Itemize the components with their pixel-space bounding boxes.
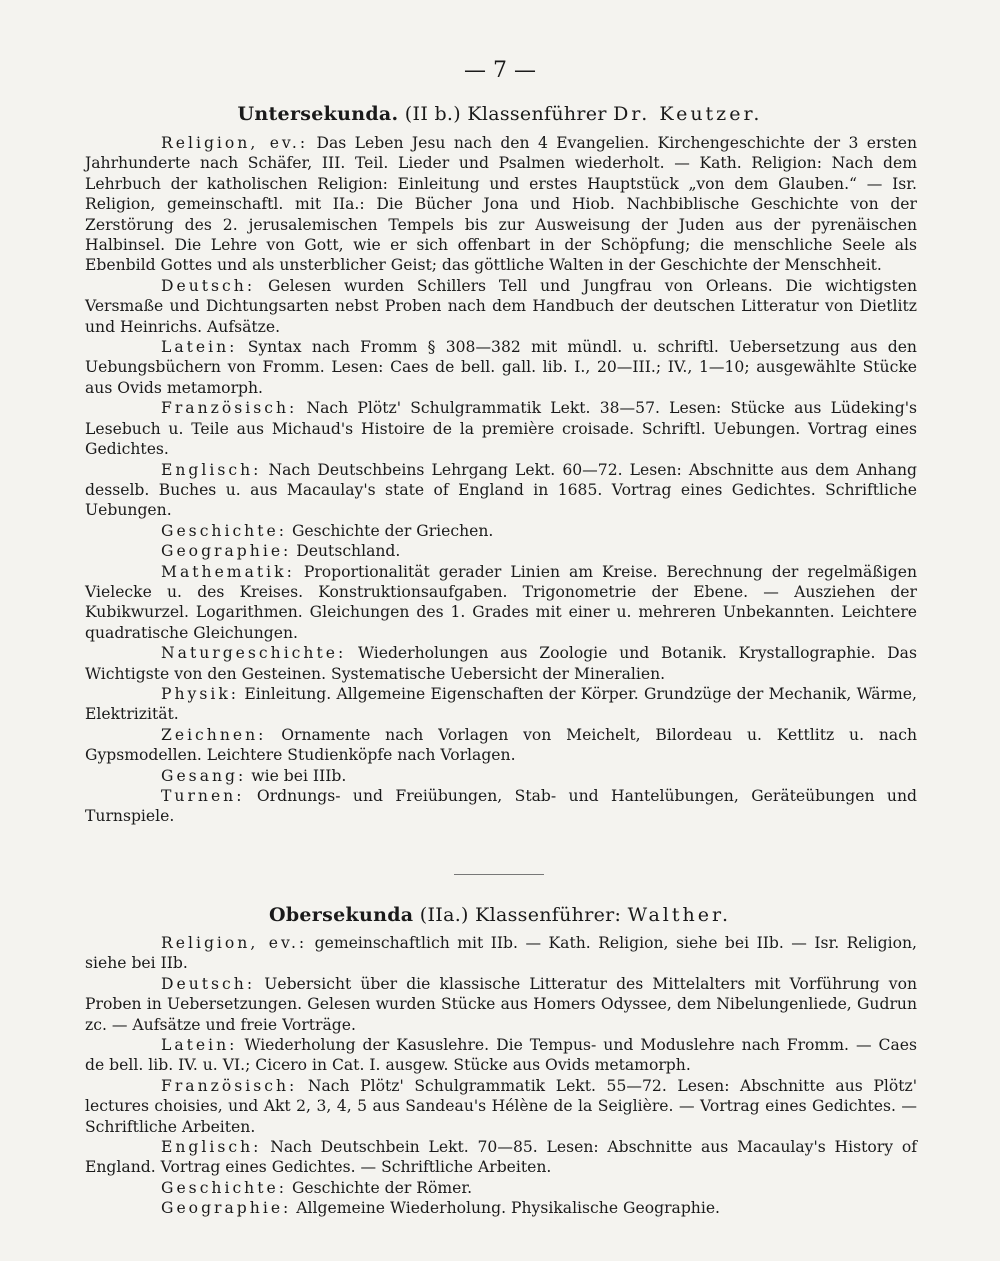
subject-paragraph — [85, 1178, 917, 1198]
subject-paragraph — [85, 786, 917, 827]
page-number: — 7 — — [464, 58, 536, 83]
section-divider — [454, 874, 544, 877]
subject-text: gemeinschaftlich mit IIb. — Kath. Religion, siehe bei IIb. — Isr. Religion, siehe bei IIb. — [85, 934, 917, 973]
subject-label: Geschichte: — [161, 521, 287, 540]
subject-text: Das Leben Jesu nach den 4 Evangelien. Kirchengeschichte der 3 ersten Jahrhunderte nach Schäfer, III. Teil. Lieder und Psalmen wiederholt. — Kath. Religion: Nach dem Lehrbuch der katholischen Religion: Einleitung und erstes Hauptstück „von dem Glauben.“ — Isr. Religion, gemeinschaftl. mit IIa.: Die Bücher Jona und Hiob. Nachbiblische Geschichte von der Zerstörung des 2. jerusalemischen Tempels bis zur Ausweisung der Juden aus der pyrenäischen Halbinsel. Die Lehre von Gott, wie er sich offenbart in der Schöpfung; die menschliche Seele als Ebenbild Gottes und als unsterblicher Geist; das göttliche Walten in der Geschichte der Menschheit. — [85, 134, 917, 275]
subject-text: Nach Plötz' Schulgrammatik Lekt. 38—57. Lesen: Stücke aus Lüdeking's Lesebuch u. Teile aus Michaud's Histoire de la première croisade. Schriftl. Uebungen. Vortrag eines Gedichtes. — [85, 399, 917, 459]
subject-text: Allgemeine Wiederholung. Physikalische Geographie. — [296, 1199, 721, 1218]
subject-label: Physik: — [161, 684, 240, 703]
subject-text: Deutschland. — [296, 542, 401, 561]
section-heading-untersekunda — [0, 103, 1000, 125]
subject-paragraph — [85, 684, 917, 725]
subject-label: Englisch: — [161, 460, 262, 479]
subject-paragraph — [85, 1137, 917, 1178]
subject-label: Gesang: — [161, 766, 247, 785]
subject-label: Mathematik: — [161, 562, 295, 581]
subject-text: Ornamente nach Vorlagen von Meichelt, Bilordeau u. Kettlitz u. nach Gypsmodellen. Leichtere Studienköpfe nach Vorlagen. — [85, 725, 917, 765]
subject-label: Geographie: — [161, 1199, 292, 1218]
class-code: (II b.) — [404, 103, 461, 125]
subject-paragraph — [85, 933, 917, 974]
subject-text: Ordnungs- und Freiübungen, Stab- und Hantelübungen, Geräteübungen und Turnspiele. — [85, 787, 917, 826]
subject-text: Nach Deutschbeins Lehrgang Lekt. 60—72. Lesen: Abschnitte aus dem Anhang desselb. Buches u. aus Macaulay's state of England in 1685. Vortrag eines Gedichtes. Schriftliche Uebungen. — [85, 460, 917, 520]
subject-label: Geschichte: — [161, 1178, 287, 1197]
subject-text: Uebersicht über die klassische Litteratur des Mittelalters mit Vorführung von Proben in Uebersetzungen. Gelesen wurden Stücke aus Homers Odyssee, dem Nibelungenliede, Gudrun zc. — Aufsätze und freie Vorträge. — [85, 974, 918, 1034]
subject-text: wie bei IIIb. — [251, 766, 347, 785]
subject-label: Geographie: — [161, 542, 292, 561]
subject-label: Religion, ev.: — [161, 934, 308, 952]
subject-label: Französisch: — [161, 1076, 298, 1095]
subject-paragraph — [85, 133, 917, 276]
subject-paragraph — [85, 1035, 917, 1076]
subject-paragraph — [85, 337, 917, 398]
subject-text: Nach Plötz' Schulgrammatik Lekt. 55—72. Lesen: Abschnitte aus Plötz' lectures choisies, und Akt 2, 3, 4, 5 aus Sandeau's Hélène de la Seiglière. — Vortrag eines Gedichtes. — Schriftliche Arbeiten. — [85, 1076, 917, 1136]
subject-paragraph — [85, 974, 917, 1035]
section-heading-obersekunda — [0, 904, 1000, 926]
subject-label: Deutsch: — [161, 276, 256, 295]
class-leader-name: Dr. Keutzer. — [613, 103, 763, 125]
section-body-untersekunda — [85, 133, 917, 827]
subject-text: Syntax nach Fromm § 308—382 mit mündl. u. schriftl. Uebersetzung aus den Uebungsbüchern von Fromm. Lesen: Caes de bell. gall. lib. I., 20—III.; IV., 1—10; ausgewählte Stücke aus Ovids metamorph. — [85, 338, 917, 397]
subject-text: Einleitung. Allgemeine Eigenschaften der Körper. Grundzüge der Mechanik, Wärme, Elektrizität. — [85, 684, 917, 724]
section-title: Untersekunda. — [237, 103, 399, 125]
class-code: (IIa.) — [419, 904, 469, 926]
subject-paragraph — [85, 521, 917, 541]
subject-text: Wiederholungen aus Zoologie und Botanik. Krystallographie. Das Wichtigste von den Gesteinen. Systematische Uebersicht der Mineralien. — [85, 644, 917, 683]
subject-paragraph — [85, 1198, 917, 1218]
subject-label: Zeichnen: — [161, 725, 267, 744]
subject-paragraph — [85, 725, 917, 766]
subject-text: Geschichte der Griechen. — [291, 521, 494, 540]
subject-paragraph — [85, 460, 917, 521]
subject-label: Deutsch: — [161, 974, 256, 993]
subject-text: Nach Deutschbein Lekt. 70—85. Lesen: Abschnitte aus Macaulay's History of England. Vortrag eines Gedichtes. — Schriftliche Arbeiten. — [85, 1138, 917, 1177]
subject-text: Gelesen wurden Schillers Tell und Jungfrau von Orleans. Die wichtigsten Versmaße und Dichtungsarten nebst Proben nach dem Handbuch der deutschen Litteratur von Dietlitz und Heinrichs. Aufsätze. — [85, 276, 917, 336]
class-leader-label: Klassenführer: — [475, 904, 622, 926]
subject-paragraph — [85, 643, 917, 684]
subject-paragraph — [85, 766, 917, 786]
subject-text: Geschichte der Römer. — [291, 1178, 473, 1197]
subject-text: Wiederholung der Kasuslehre. Die Tempus- und Moduslehre nach Fromm. — Caes de bell. lib. IV. u. VI.; Cicero in Cat. I. ausgew. Stücke aus Ovids metamorph. — [85, 1036, 917, 1075]
class-leader-name: Walther. — [627, 904, 731, 926]
subject-label: Englisch: — [161, 1138, 262, 1157]
subject-label: Französisch: — [161, 399, 298, 418]
class-leader-label: Klassenführer — [467, 103, 607, 125]
subject-paragraph — [85, 276, 917, 337]
subject-label: Latein: — [161, 1036, 238, 1055]
subject-label: Naturgeschichte: — [161, 644, 347, 663]
subject-label: Religion, ev.: — [161, 134, 309, 152]
subject-paragraph — [85, 541, 917, 561]
subject-text: Proportionalität gerader Linien am Kreise. Berechnung der regelmäßigen Vielecke u. des Kreises. Konstruktionsaufgaben. Trigonometrie der Ebene. — Ausziehen der Kubikwurzel. Logarithmen. Gleichungen des 1. Grades mit einer u. mehreren Unbekannten. Leichtere quadratische Gleichungen. — [85, 562, 917, 642]
subject-paragraph — [85, 1076, 917, 1137]
subject-paragraph — [85, 398, 917, 459]
subject-label: Latein: — [161, 338, 238, 357]
subject-paragraph — [85, 562, 917, 644]
section-title: Obersekunda — [268, 904, 414, 926]
subject-label: Turnen: — [161, 787, 245, 805]
section-body-obersekunda — [85, 933, 917, 1219]
